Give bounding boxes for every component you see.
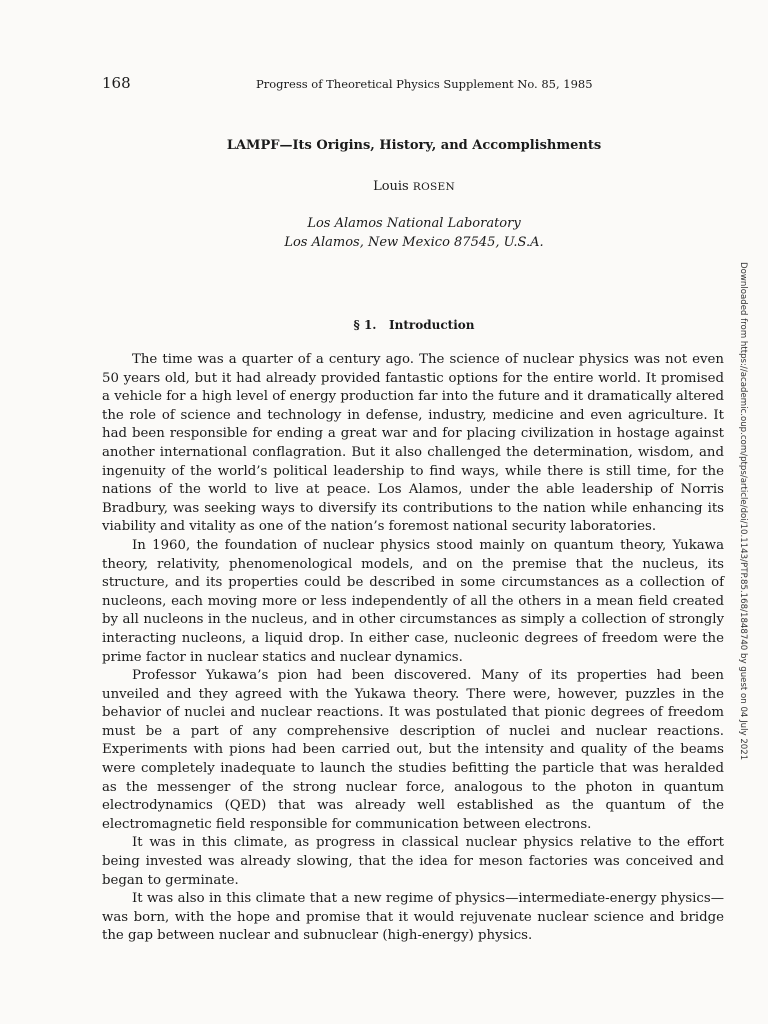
paragraph: In 1960, the foundation of nuclear physics stood mainly on quantum theory, Yukawa theory, relativity, phenomenological models, and on the premise that the nucleus, its structure, and its properties could be described in some circumstances as a collection of nucleons, each moving more or less independently of all the others in a mean field created by all nucleons in the nucleus, and in other circumstances as simply a collection of strongly interacting nucleons, a liquid drop. In either case, nucleonic degrees of freedom were the prime factor in nuclear statics and nuclear dynamics. xyxy=(102,537,724,665)
download-watermark[interactable]: Downloaded from https://academic.oup.com/ptps/article/doi/10.1143/PTP.85.168/1848740 by guest on 04 July 2021 xyxy=(738,262,748,761)
author-first-name: Louis xyxy=(373,179,409,194)
affiliation-line-2: Los Alamos, New Mexico 87545, U.S.A. xyxy=(284,235,544,250)
paper-title: LAMPF—Its Origins, History, and Accomplishments xyxy=(226,138,602,153)
affiliation-line-1: Los Alamos National Laboratory xyxy=(307,216,521,231)
author-last-name: ROSEN xyxy=(412,181,455,193)
section-title: Introduction xyxy=(389,318,475,332)
paragraph: It was also in this climate that a new regime of physics—intermediate-energy physics—was born, with the hope and promise that it would rejuvenate nuclear science and bridge the gap between nuclear and subnuclear (high-energy) physics. xyxy=(102,891,724,944)
author xyxy=(0,179,768,194)
paragraph: The time was a quarter of a century ago. The science of nuclear physics was not even 50 years old, but it had already provided fantastic options for the entire world. It promised a vehicle for a high level of energy production far into the future and it dramatically altered the role of science and technology in defense, industry, medicine and even agriculture. It had been responsible for ending a great war and for placing civilization in hostage against another international conflagration. But it also challenged the determination, wisdom, and ingenuity of the world’s political leadership to find ways, while there is still time, for the nations of the world to live at peace. Los Alamos, under the able leadership of Norris Bradbury, was seeking ways to diversify its contributions to the nation while enhancing its viability and vitality as one of the nation’s foremost national security laboratories. xyxy=(102,352,724,535)
affiliation xyxy=(0,214,768,252)
paragraph: Professor Yukawa’s pion had been discovered. Many of its properties had been unveiled and they agreed with the Yukawa theory. There were, however, puzzles in the behavior of nuclei and nuclear reactions. It was postulated that pionic degrees of freedom must be a part of any comprehensive description of nuclei and nuclear reactions. Experiments with pions had been carried out, but the intensity and quality of the beams were completely inadequate to launch the studies befitting the particle that was heralded as the messenger of the strong nuclear force, analogous to the photon in quantum electrodynamics (QED) that was already well established as the quantum of the electromagnetic field responsible for communication between electrons. xyxy=(102,668,724,832)
running-head: Progress of Theoretical Physics Supplement No. 85, 1985 xyxy=(256,77,593,91)
page-header xyxy=(0,72,768,94)
page-number: 168 xyxy=(102,74,131,92)
section-number: § 1. xyxy=(353,318,377,332)
paragraph: It was in this climate, as progress in classical nuclear physics relative to the effort being invested was already slowing, that the idea for meson factories was conceived and began to germinate. xyxy=(102,835,724,888)
body-text xyxy=(102,351,724,946)
section-heading xyxy=(0,318,768,332)
